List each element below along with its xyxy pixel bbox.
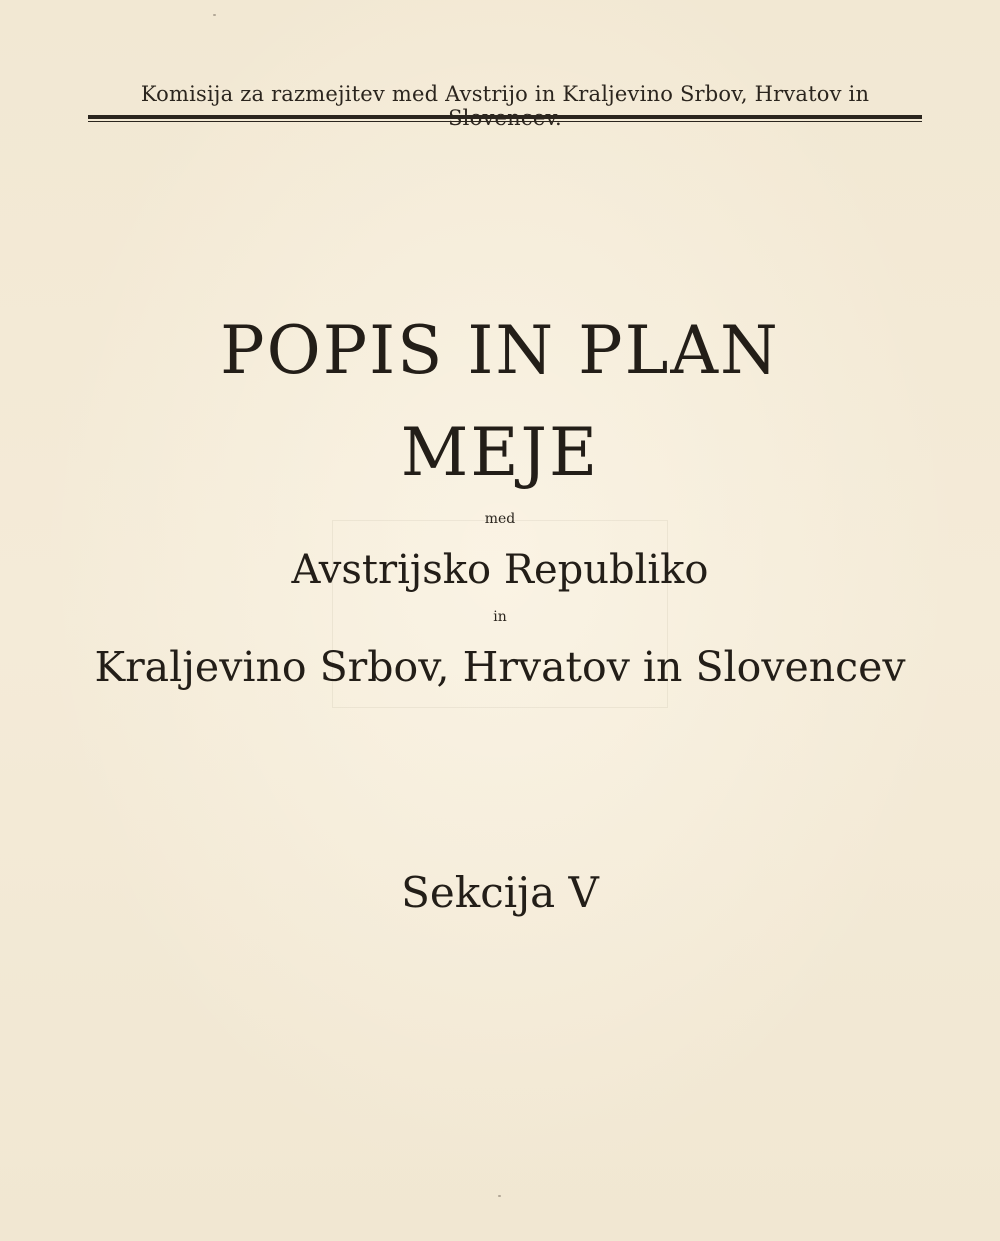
- connector-in: in: [493, 609, 507, 625]
- document-title-line-2: MEJE: [400, 414, 600, 491]
- section-label: Sekcija V: [401, 868, 599, 917]
- header-rule-thick: [88, 115, 922, 119]
- header-rule-thin: [88, 121, 922, 122]
- party-kingdom-shs: Kraljevino Srbov, Hrvatov in Slovencev: [94, 643, 906, 691]
- connector-med: med: [484, 511, 516, 527]
- party-austria: Avstrijsko Republiko: [291, 547, 709, 593]
- commission-header: Komisija za razmejitev med Avstrijo in Kraljevino Srbov, Hrvatov in: [140, 82, 870, 106]
- paper-speck: [498, 1195, 501, 1197]
- paper-speck: [213, 14, 216, 16]
- document-title-line-1: POPIS IN PLAN: [220, 312, 780, 389]
